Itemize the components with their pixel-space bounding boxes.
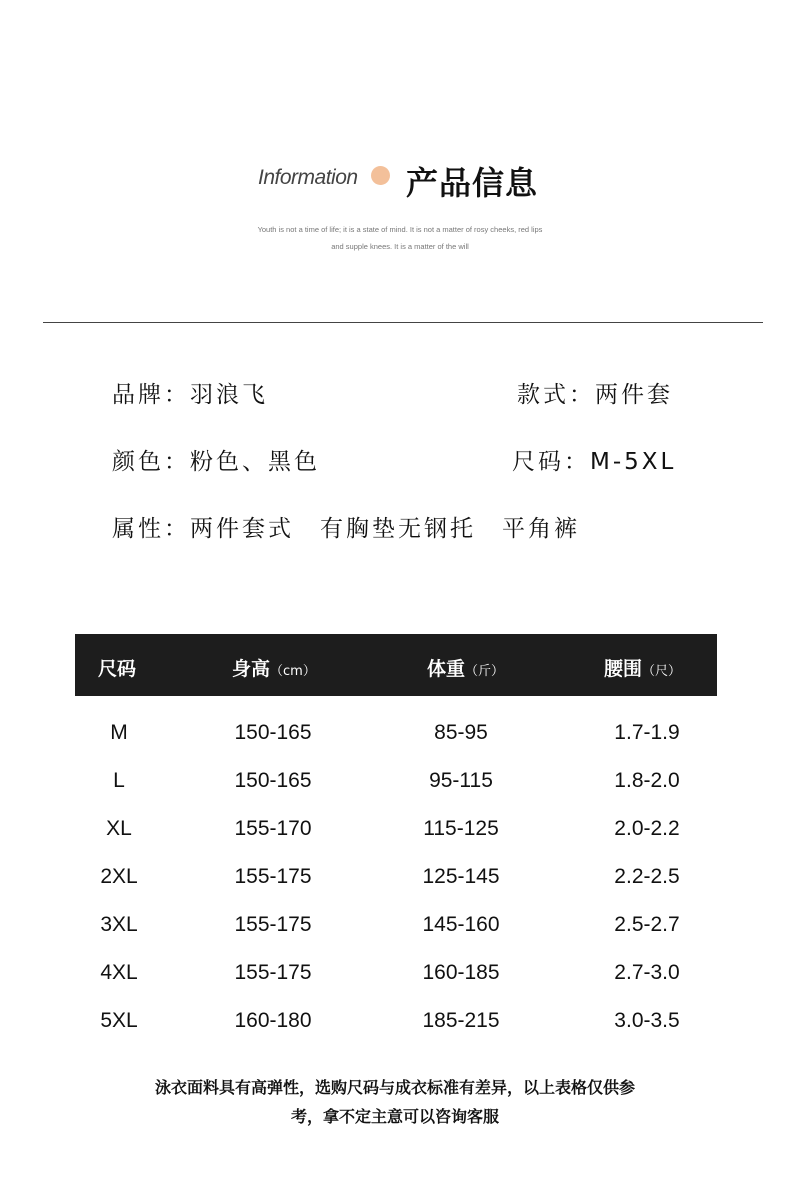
divider (43, 322, 763, 323)
cell-height: 155-170 (234, 817, 312, 840)
cell-size: XL (106, 817, 132, 840)
cell-weight: 145-160 (422, 913, 500, 936)
tagline-line-1: Youth is not a time of life; it is a state of mind. It is not a matter of rosy cheeks, red lips (257, 225, 543, 234)
cell-height: 155-175 (234, 865, 312, 888)
cell-weight: 85-95 (434, 721, 488, 744)
cell-size: 2XL (100, 865, 138, 888)
cell-waist: 2.5-2.7 (614, 913, 680, 936)
title-en: Information (258, 166, 358, 189)
attr-brand: 品牌：羽浪飞 (112, 382, 268, 408)
cell-size: M (110, 721, 128, 744)
note-line-1: 泳衣面料具有高弹性，选购尺码与成衣标准有差异，以上表格仅供参 (154, 1078, 635, 1097)
page-title: 产品信息 (406, 164, 539, 202)
header-height: 身高（cm） (232, 658, 316, 680)
attr-style: 款式：两件套 (517, 382, 673, 408)
tagline-line-2: and supple knees. It is a matter of the will (331, 242, 469, 251)
cell-weight: 185-215 (422, 1009, 500, 1032)
header-weight: 体重（斤） (427, 658, 505, 680)
cell-weight: 95-115 (429, 769, 493, 792)
cell-weight: 115-125 (423, 817, 499, 840)
cell-waist: 2.0-2.2 (614, 817, 680, 840)
header-size: 尺码 (98, 658, 137, 680)
cell-size: 4XL (100, 961, 138, 984)
cell-waist: 3.0-3.5 (614, 1009, 680, 1032)
attr-property: 属性：两件套式 有胸垫无钢托 平角裤 (112, 516, 580, 542)
table-row (75, 851, 717, 899)
cell-waist: 1.8-2.0 (614, 769, 680, 792)
attr-color: 颜色：粉色、黑色 (112, 449, 320, 475)
cell-weight: 125-145 (422, 865, 500, 888)
size-note (0, 1073, 790, 1131)
cell-height: 160-180 (234, 1009, 312, 1032)
accent-dot-icon (371, 166, 390, 185)
table-row (75, 995, 717, 1043)
cell-size: L (113, 769, 125, 792)
cell-height: 155-175 (234, 961, 312, 984)
table-row (75, 899, 717, 947)
attr-size: 尺码：M-5XL (512, 449, 677, 475)
header (0, 150, 790, 210)
note-line-2: 考，拿不定主意可以咨询客服 (290, 1107, 499, 1126)
table-header (75, 634, 717, 696)
table-row (75, 803, 717, 851)
cell-waist: 1.7-1.9 (614, 721, 680, 744)
table-row (75, 707, 717, 755)
tagline (0, 221, 790, 255)
cell-height: 155-175 (234, 913, 312, 936)
header-waist: 腰围（尺） (604, 658, 682, 680)
cell-height: 150-165 (234, 769, 312, 792)
table-row (75, 755, 717, 803)
cell-waist: 2.7-3.0 (614, 961, 680, 984)
cell-size: 5XL (100, 1009, 138, 1032)
cell-waist: 2.2-2.5 (614, 865, 680, 888)
table-row (75, 947, 717, 995)
cell-height: 150-165 (234, 721, 312, 744)
cell-size: 3XL (100, 913, 138, 936)
cell-weight: 160-185 (422, 961, 500, 984)
size-table (75, 634, 717, 1043)
